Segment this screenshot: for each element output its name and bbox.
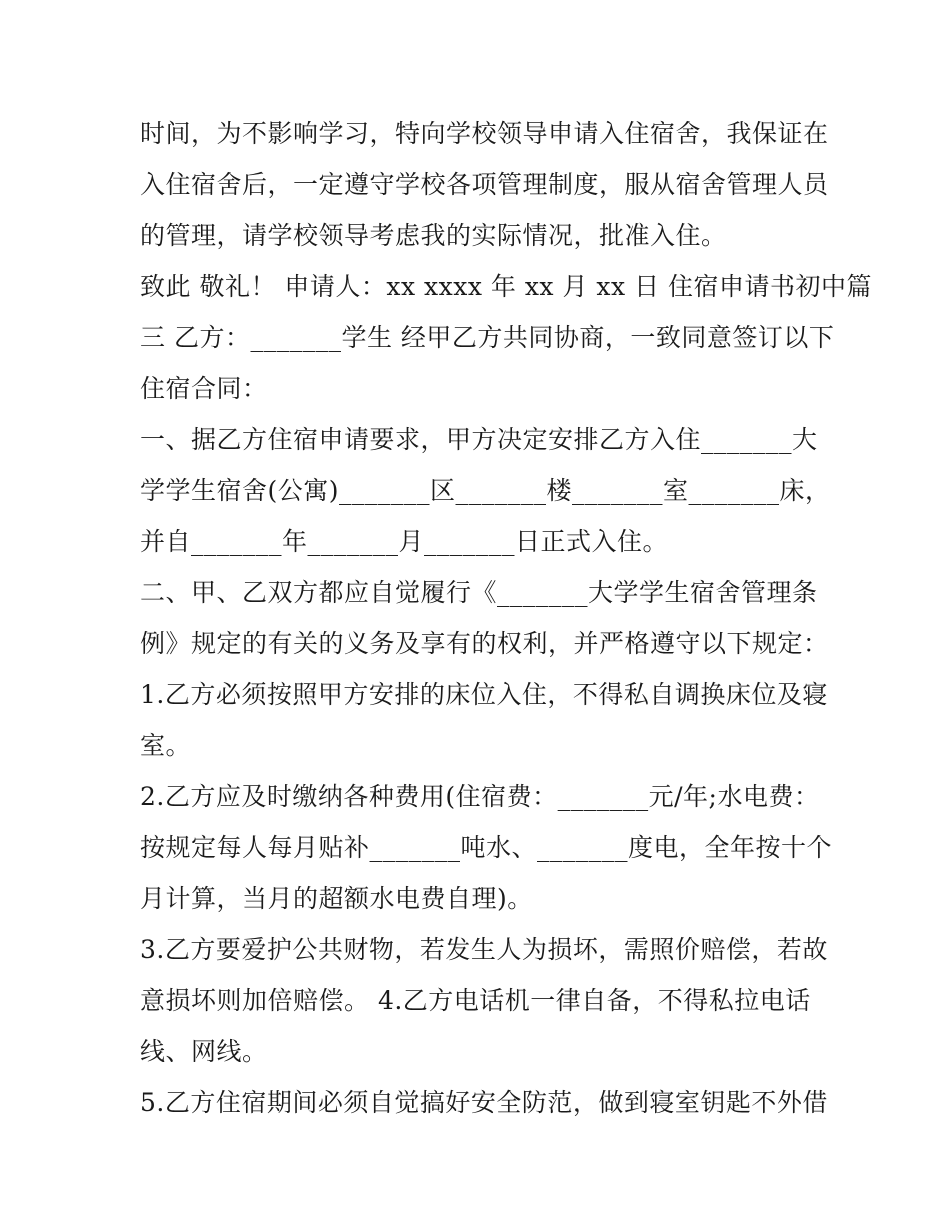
text-line: 学学生宿舍(公寓)_______区_______楼_______室_______床，	[140, 476, 831, 505]
text-line: 线、网线。	[140, 1037, 268, 1066]
text-line: 1.乙方必须按照甲方安排的床位入住，不得私自调换床位及寝	[140, 680, 828, 709]
text-line: 月计算，当月的超额水电费自理)。	[140, 884, 533, 913]
text-line: 入住宿舍后，一定遵守学校各项管理制度，服从宿舍管理人员	[140, 170, 829, 199]
text-line: 3.乙方要爱护公共财物，若发生人为损坏，需照价赔偿，若故	[140, 935, 828, 964]
text-line: 致此 敬礼！ 申请人：xx xxxx 年 xx 月 xx 日 住宿申请书初中篇	[140, 272, 873, 301]
text-line: 三 乙方：_______学生 经甲乙方共同协商，一致同意签订以下	[140, 323, 835, 352]
document-body	[140, 108, 873, 1128]
text-line: 的管理，请学校领导考虑我的实际情况，批准入住。	[140, 221, 727, 250]
text-line: 例》规定的有关的义务及享有的权利，并严格遵守以下规定：	[140, 629, 829, 658]
text-line: 并自_______年_______月_______日正式入住。	[140, 527, 669, 556]
text-line: 意损坏则加倍赔偿。 4.乙方电话机一律自备，不得私拉电话	[140, 986, 811, 1015]
text-line: 5.乙方住宿期间必须自觉搞好安全防范，做到寝室钥匙不外借	[140, 1088, 828, 1117]
text-line: 一、据乙方住宿申请要求，甲方决定安排乙方入住_______大	[140, 425, 818, 454]
text-line: 时间，为不影响学习，特向学校领导申请入住宿舍，我保证在	[140, 119, 829, 148]
text-line: 室。	[140, 731, 192, 760]
text-line: 按规定每人每月贴补_______吨水、_______度电，全年按十个	[140, 833, 833, 862]
text-line: 2.乙方应及时缴纳各种费用(住宿费：_______元/年;水电费：	[140, 782, 820, 811]
text-line: 住宿合同：	[140, 374, 268, 403]
text-line: 二、甲、乙双方都应自觉履行《_______大学学生宿舍管理条	[140, 578, 818, 607]
